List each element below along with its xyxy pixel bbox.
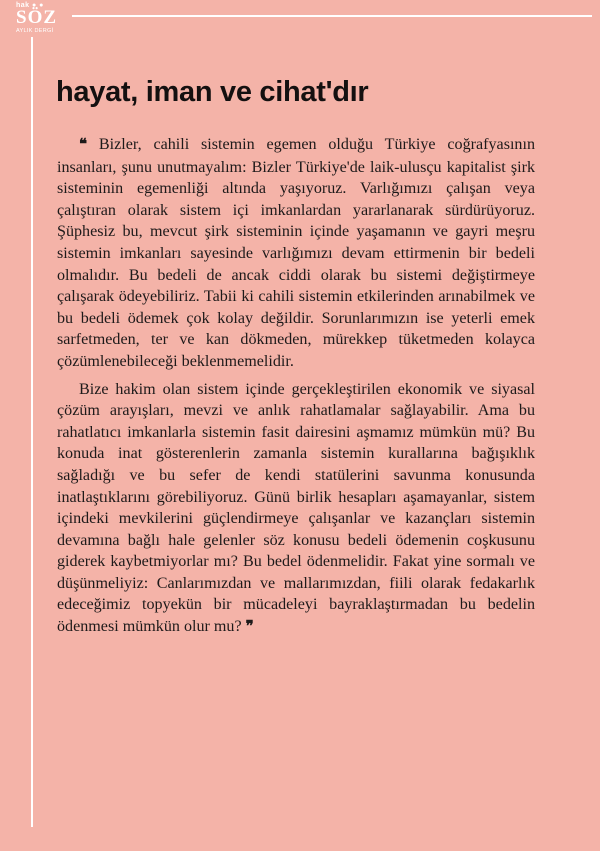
article-title: hayat, iman ve cihat'dır	[56, 76, 369, 108]
open-quote-icon: ❝	[79, 137, 88, 153]
article-body	[57, 134, 535, 639]
paragraph-1	[57, 134, 535, 373]
masthead-subtitle: AYLIK DERGİ	[16, 28, 54, 34]
magazine-logo: SÖZ	[16, 7, 58, 28]
masthead	[6, 2, 76, 38]
paragraph-2	[57, 379, 535, 639]
header-rule	[72, 15, 592, 17]
close-quote-icon: ❞	[245, 619, 254, 636]
paragraph-2-text: Bize hakim olan sistem içinde gerçekleştirilen ekonomik ve siyasal çözüm arayışları, mevzi ve anlık rahatlamalar sağlayabilir. Ama bu rahatlatıcı imkanlarla sistemin fasit dairesini aşmamız mümkün mü? Bu konuda inat gösterenlerin zamanla sistemin kurallarına bağışıklık sağladığı ve bu sefer de kendi statülerini savunma konusunda inatlaştıklarını görebiliyoruz. Günü birlik hesapları aşamayanlar, sistem içindeki mevkilerini güçlendirmeye çalışanlar ve kazançları sistemin devamına bağlı hale gelenler söz konusu bedeli ödemenin coşkusunu giderek kaybetmiyorlar mı? Bu bedel ödenmelidir. Fakat yine sormalı ve düşünmeliyiz: Canlarımızdan ve mallarımızdan, fiili olarak fedakarlık edeceğimiz topyekün bir mücadeleyi bayraklaştırmadan bu bedelin ödenmesi mümkün olur mu?	[57, 380, 535, 636]
side-rule	[31, 37, 33, 827]
paragraph-1-text: Bizler, cahili sistemin egemen olduğu Türkiye coğrafyasının insanları, şunu unutmayalım: Bizler Türkiye'de laik-ulusçu kapitalist şirk sisteminin egemenliği altında yaşıyoruz. Varlığımızı çalışan veya çalıştıran olarak sistem içi imkanlardan yararlanarak sürdürüyoruz. Şüphesiz bu, mevcut şirk sisteminin içinde yaşamanın ve gayri meşru sistemin imkanları sayesinde varlığımızı devam ettirmenin bir bedeli olmalıdır. Bu bedeli de ancak ciddi olarak bu sistemi değiştirmeye çalışarak ödeyebiliriz. Tabii ki cahili sistemin etkilerinden arınabilmek ve bu bedeli ödemek çok kolay değildir. Sorunlarımızın ise yeterli emek sarfetmeden, ter ve kan dökmeden, mürekkep tüketmeden kolayca çözümlenebileceği beklenmemelidir.	[57, 136, 535, 370]
masthead-tag: hak ● ●	[16, 2, 44, 9]
